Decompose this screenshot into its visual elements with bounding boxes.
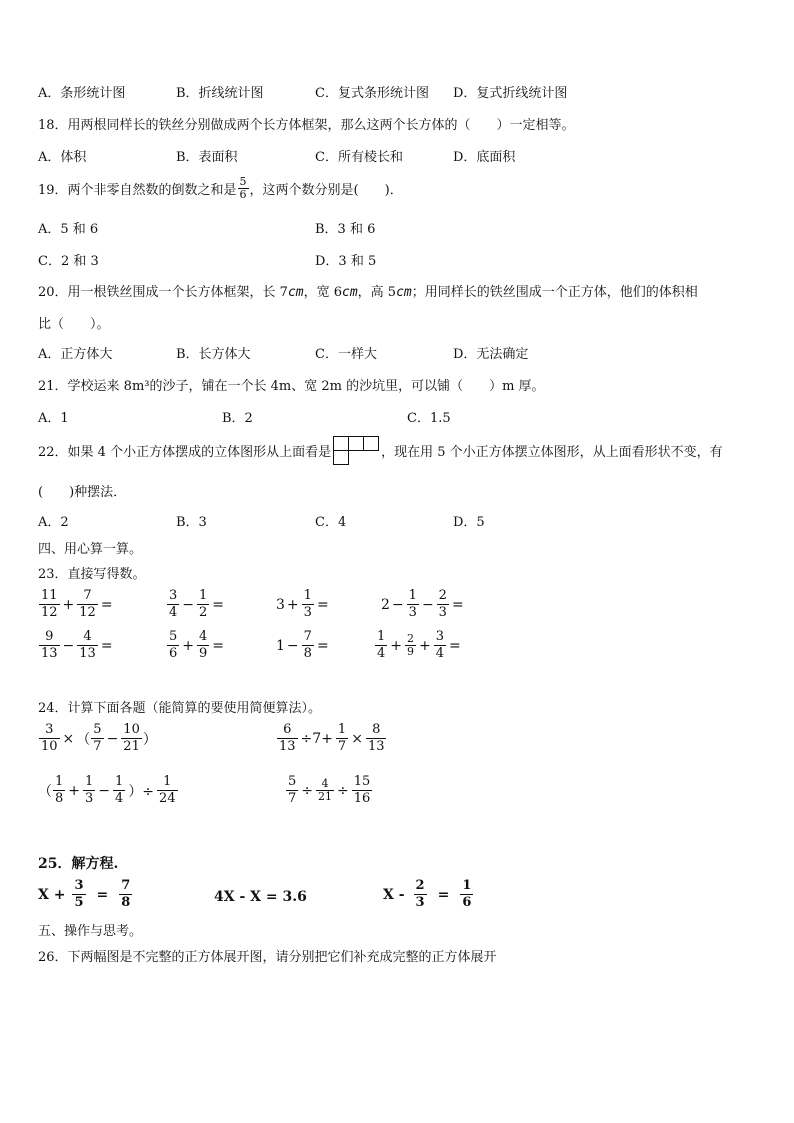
q17-option-b: B．折线统计图 <box>176 86 264 101</box>
q24-title: 24．计算下面各题（能简算的要使用简便算法）。 <box>38 701 322 716</box>
q21-option-b: B．2 <box>222 411 253 426</box>
q22-line2: ( )种摆法． <box>38 485 127 500</box>
q20-option-c: C．一样大 <box>315 347 377 362</box>
figure-cell <box>348 436 364 451</box>
figure-cell <box>333 436 349 451</box>
figure-cell <box>333 450 349 465</box>
q24-expr-3: （ $\frac{1}{8}$ + $\frac{1}{3}$ − $\frac{1}{4}$ ）÷ $\frac{1}{24}$ <box>38 774 176 806</box>
q23-title: 23．直接写得数。 <box>38 567 146 582</box>
q22-option-b: B．3 <box>176 515 207 530</box>
q22-option-c: C．4 <box>315 515 347 530</box>
q23-expr-5: $\frac{9}{13}$ − $\frac{4}{13}$ = <box>41 629 113 661</box>
q17-option-c: C．复式条形统计图 <box>315 86 429 101</box>
q22-option-a: A．2 <box>38 515 69 530</box>
q19-suffix: ，这两个数分别是( )． <box>249 183 403 198</box>
q20-option-d: D．无法确定 <box>453 347 529 362</box>
q23-expr-6: $\frac{5}{6}$ + $\frac{4}{9}$ = <box>169 629 225 661</box>
q23-expr-7: 1 − $\frac{7}{8}$ = <box>276 629 329 661</box>
q17-option-a: A．条形统计图 <box>38 86 126 101</box>
q23-expr-1: $\frac{11}{12}$ + $\frac{7}{12}$ = <box>41 588 113 620</box>
q19-frac-num: 5 <box>239 175 247 188</box>
q19-text <box>38 176 403 201</box>
q25-equation-1: X + $\frac{3}{5}$ = $\frac{7}{8}$ <box>38 878 131 910</box>
q21-option-c: C．1.5 <box>407 411 451 426</box>
q24-expr-4: $\frac{5}{7}$ ÷ $\frac{4}{21}$ ÷ $\frac{15}{16}$ <box>288 774 371 806</box>
q25-title: 25．解方程. <box>38 856 119 872</box>
q19-fraction <box>238 176 249 201</box>
q20-option-a: A．正方体大 <box>38 347 113 362</box>
q20-unit-2: cm <box>342 285 358 300</box>
q20-unit-1: cm <box>287 285 304 300</box>
section-5-heading: 五、操作与思考。 <box>38 924 143 939</box>
q19-option-b: B．3 和 6 <box>315 222 376 237</box>
q18-option-b: B．表面积 <box>176 150 238 165</box>
q21-text: 21．学校运来 8m³的沙子，铺在一个长 4m、宽 2m 的沙坑里，可以铺（ ）m 厚。 <box>38 379 545 394</box>
q22-option-d: D．5 <box>453 515 485 530</box>
q24-expr-1: $\frac{3}{10}$ × （ $\frac{5}{7}$ − $\frac{10}{21}$ ） <box>41 722 157 754</box>
q20-option-b: B．长方体大 <box>176 347 251 362</box>
q18-option-c: C．所有棱长和 <box>315 150 403 165</box>
q25-equation-2: 4X - X = 3.6 <box>214 889 307 905</box>
q20-part1: 20．用一根铁丝围成一个长方体框架，长 7 <box>38 285 288 300</box>
q17-option-d: D．复式折线统计图 <box>453 86 568 101</box>
q18-text: 18．用两根同样长的铁丝分别做成两个长方体框架，那么这两个长方体的（ ）一定相等。 <box>38 118 575 133</box>
section-4-heading: 四、用心算一算。 <box>38 542 143 557</box>
q22-line1 <box>38 436 723 464</box>
q20-line1 <box>38 281 698 300</box>
q19-frac-den: 6 <box>239 188 247 201</box>
q20-part4: ；用同样长的铁丝围成一个正方体，他们的体积相 <box>411 285 698 300</box>
q22-prefix: 22．如果 4 个小正方体摆成的立体图形从上面看是 <box>38 444 332 460</box>
q20-line2: 比（ ）。 <box>38 317 110 332</box>
q23-expr-3: 3 + $\frac{1}{3}$ = <box>276 588 329 620</box>
q23-expr-8: $\frac{1}{4}$ + $\frac{2}{9}$ + $\frac{3}{4}$ = <box>377 629 461 661</box>
q19-option-a: A．5 和 6 <box>38 222 99 237</box>
q23-expr-4: 2 − $\frac{1}{3}$ − $\frac{2}{3}$ = <box>381 588 464 620</box>
q25-equation-3: X - $\frac{2}{3}$ = $\frac{1}{6}$ <box>383 878 472 910</box>
q22-suffix: ，现在用 5 个小正方体摆立体图形，从上面看形状不变，有 <box>381 444 723 460</box>
top-view-figure <box>333 436 379 464</box>
q18-option-a: A．体积 <box>38 150 87 165</box>
q18-option-d: D．底面积 <box>453 150 516 165</box>
q20-part2: ，宽 6 <box>303 285 343 300</box>
figure-cell <box>363 436 379 451</box>
q19-option-c: C．2 和 3 <box>38 254 99 269</box>
q20-part3: ，高 5 <box>357 285 397 300</box>
q24-expr-2: $\frac{6}{13}$ ÷7+ $\frac{1}{7}$ × $\frac{8}{13}$ <box>279 722 385 754</box>
q26-text: 26．下两幅图是不完整的正方体展开图，请分别把它们补充成完整的正方体展开 <box>38 950 497 965</box>
q19-prefix: 19．两个非零自然数的倒数之和是 <box>38 183 237 198</box>
q21-option-a: A．1 <box>38 411 69 426</box>
q20-unit-3: cm <box>396 285 412 300</box>
q19-option-d: D．3 和 5 <box>315 254 377 269</box>
q23-expr-2: $\frac{3}{4}$ − $\frac{1}{2}$ = <box>169 588 225 620</box>
